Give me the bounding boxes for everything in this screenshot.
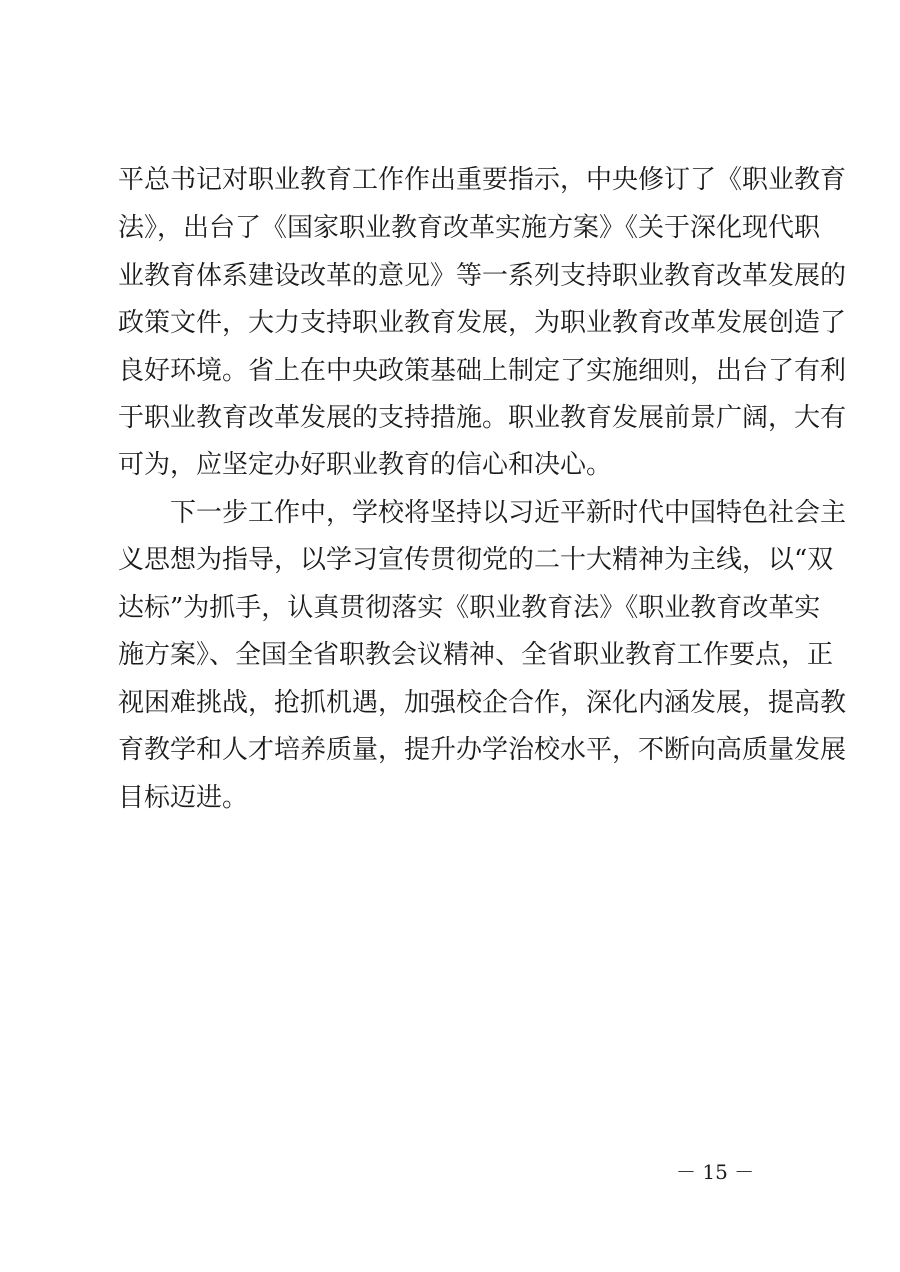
text-line: 于职业教育改革发展的支持措施。职业教育发展前景广阔，大有 [118,403,847,433]
text-line: 目标迈进。 [118,783,249,813]
text-line: 法》，出台了《国家职业教育改革实施方案》《关于深化现代职 [118,213,821,243]
page-number: － 15 － [676,1160,755,1184]
text-line: 下一步工作中，学校将坚持以习近平新时代中国特色社会主 [170,498,847,528]
text-line: 业教育体系建设改革的意见》等一系列支持职业教育改革发展的 [118,261,847,291]
text-line: 政策文件，大力支持职业教育发展，为职业教育改革发展创造了 [118,308,847,338]
text-line: 平总书记对职业教育工作作出重要指示，中央修订了《职业教育 [118,165,847,195]
text-line: 育教学和人才培养质量，提升办学治校水平，不断向高质量发展 [118,735,847,765]
text-line: 可为，应坚定办好职业教育的信心和决心。 [118,450,613,480]
text-line: 达标”为抓手，认真贯彻落实《职业教育法》《职业教育改革实 [118,593,821,623]
text-line: 视困难挑战，抢抓机遇，加强校企合作，深化内涵发展，提高教 [118,688,847,718]
text-line: 良好环境。省上在中央政策基础上制定了实施细则，出台了有利 [118,356,847,386]
text-line: 义思想为指导，以学习宣传贯彻党的二十大精神为主线，以“双 [118,545,834,575]
text-line: 施方案》、全国全省职教会议精神、全省职业教育工作要点，正 [118,640,834,670]
